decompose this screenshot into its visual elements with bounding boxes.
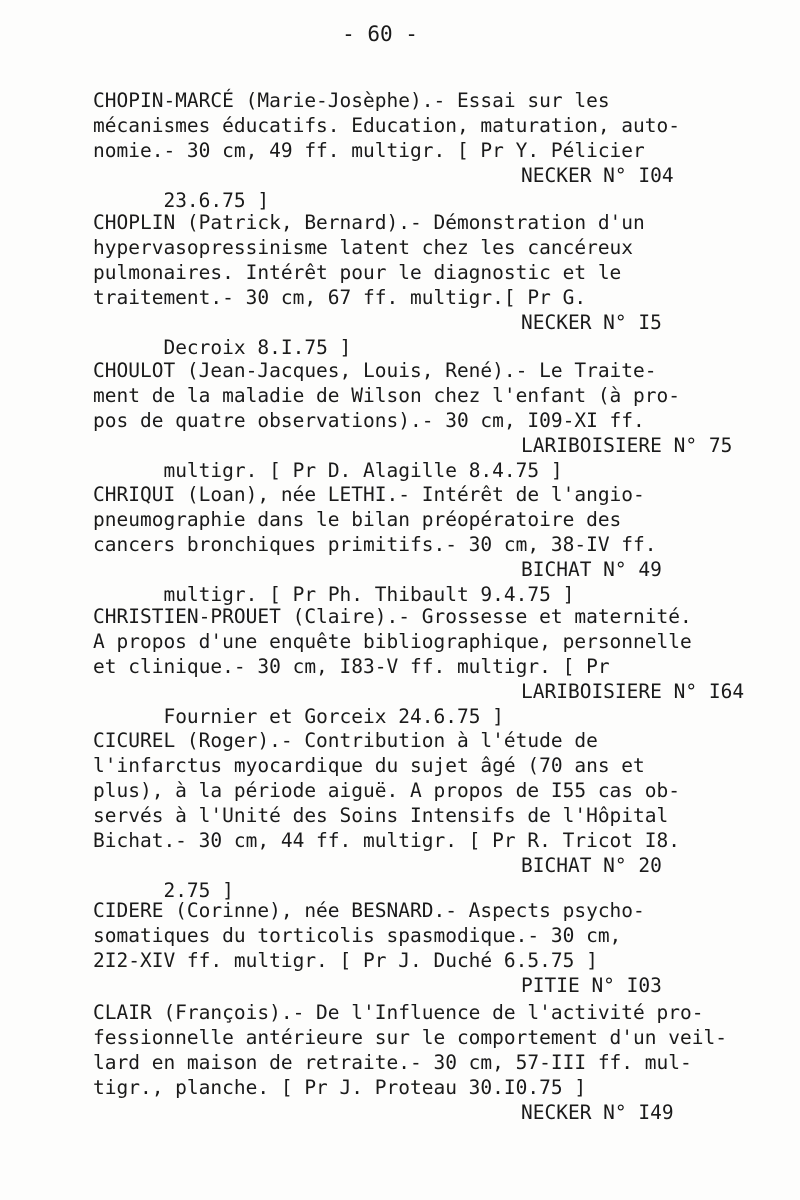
entry-text-line: somatiques du torticolis spasmodique.- 30 cm,: [93, 924, 622, 947]
entry-text-line: cancers bronchiques primitifs.- 30 cm, 38-IV ff.: [93, 533, 657, 556]
entry-text-line: 23.6.75 ]: [163, 189, 270, 212]
entry-text-line: Bichat.- 30 cm, 44 ff. multigr. [ Pr R. Tricot I8.: [93, 829, 680, 852]
entry-text-line: nomie.- 30 cm, 49 ff. multigr. [ Pr Y. Pélicier: [93, 139, 645, 162]
thesis-entry: [93, 728, 693, 902]
entry-text-line: CLAIR (François).- De l'Influence de l'activité pro-: [93, 1001, 704, 1024]
hospital-location: PITIE N° I03: [521, 974, 662, 997]
entry-text-line: CHOPIN-MARCÉ (Marie-Josèphe).- Essai sur les: [93, 89, 610, 112]
entry-text-line: CHOULOT (Jean-Jacques, Louis, René).- Le Traite-: [93, 359, 657, 382]
entry-text-line: tigr., planche. [ Pr J. Proteau 30.I0.75 ]: [93, 1076, 587, 1099]
entry-text-line: pos de quatre observations).- 30 cm, I09-XI ff.: [93, 409, 645, 432]
entry-text-line: et clinique.- 30 cm, I83-V ff. multigr. [ Pr: [93, 655, 610, 678]
entry-text-line: CIDERE (Corinne), née BESNARD.- Aspects psycho-: [93, 899, 645, 922]
entry-text-line: CHRISTIEN-PROUET (Claire).- Grossesse et maternité.: [93, 605, 692, 628]
entry-text-line: pneumographie dans le bilan préopératoire des: [93, 508, 622, 531]
hospital-location: LARIBOISIERE N° 75: [521, 434, 733, 457]
entry-text-line: CHOPLIN (Patrick, Bernard).- Démonstration d'un: [93, 211, 645, 234]
entry-text-line: hypervasopressinisme latent chez les cancéreux: [93, 236, 634, 259]
entry-text-line: Fournier et Gorceix 24.6.75 ]: [163, 705, 504, 728]
hospital-location: BICHAT N° 20: [521, 854, 662, 877]
entry-text-line: A propos d'une enquête bibliographique, personnelle: [93, 630, 692, 653]
thesis-entry: [93, 898, 693, 998]
entry-text-line: fessionnelle antérieure sur le comportement d'un veil-: [93, 1026, 727, 1049]
hospital-location: LARIBOISIERE N° I64: [521, 680, 745, 703]
thesis-entry: [93, 604, 745, 728]
thesis-entry: [93, 1000, 727, 1125]
hospital-location: BICHAT N° 49: [521, 558, 662, 581]
thesis-entry: [93, 210, 693, 359]
entry-text-line: multigr. [ Pr D. Alagille 8.4.75 ]: [163, 459, 563, 482]
entry-text-line: Decroix 8.I.75 ]: [163, 336, 352, 359]
hospital-location: NECKER N° I5: [521, 311, 662, 334]
thesis-entry: [93, 358, 733, 482]
entry-text-line: 2I2-XIV ff. multigr. [ Pr J. Duché 6.5.75 ]: [93, 949, 598, 972]
entry-text-line: CHRIQUI (Loan), née LETHI.- Intérêt de l'angio-: [93, 483, 645, 506]
page-number: - 60 -: [342, 22, 418, 46]
entry-text-line: pulmonaires. Intérêt pour le diagnostic et le: [93, 261, 622, 284]
entry-text-line: 2.75 ]: [163, 879, 234, 902]
entry-text-line: ment de la maladie de Wilson chez l'enfant (à pro-: [93, 384, 680, 407]
entry-text-line: CICUREL (Roger).- Contribution à l'étude de: [93, 729, 598, 752]
entry-text-line: traitement.- 30 cm, 67 ff. multigr.[ Pr G.: [93, 286, 587, 309]
entry-text-line: lard en maison de retraite.- 30 cm, 57-III ff. mul-: [93, 1051, 692, 1074]
entry-text-line: servés à l'Unité des Soins Intensifs de l'Hôpital: [93, 804, 669, 827]
thesis-entry: [93, 88, 693, 212]
entry-text-line: mécanismes éducatifs. Education, maturation, auto-: [93, 114, 680, 137]
thesis-entry: [93, 482, 693, 606]
entry-text-line: multigr. [ Pr Ph. Thibault 9.4.75 ]: [163, 583, 575, 606]
entry-text-line: plus), à la période aiguë. A propos de I55 cas ob-: [93, 779, 680, 802]
hospital-location: NECKER N° I49: [521, 1101, 674, 1124]
entry-text-line: l'infarctus myocardique du sujet âgé (70 ans et: [93, 754, 645, 777]
hospital-location: NECKER N° I04: [521, 164, 674, 187]
